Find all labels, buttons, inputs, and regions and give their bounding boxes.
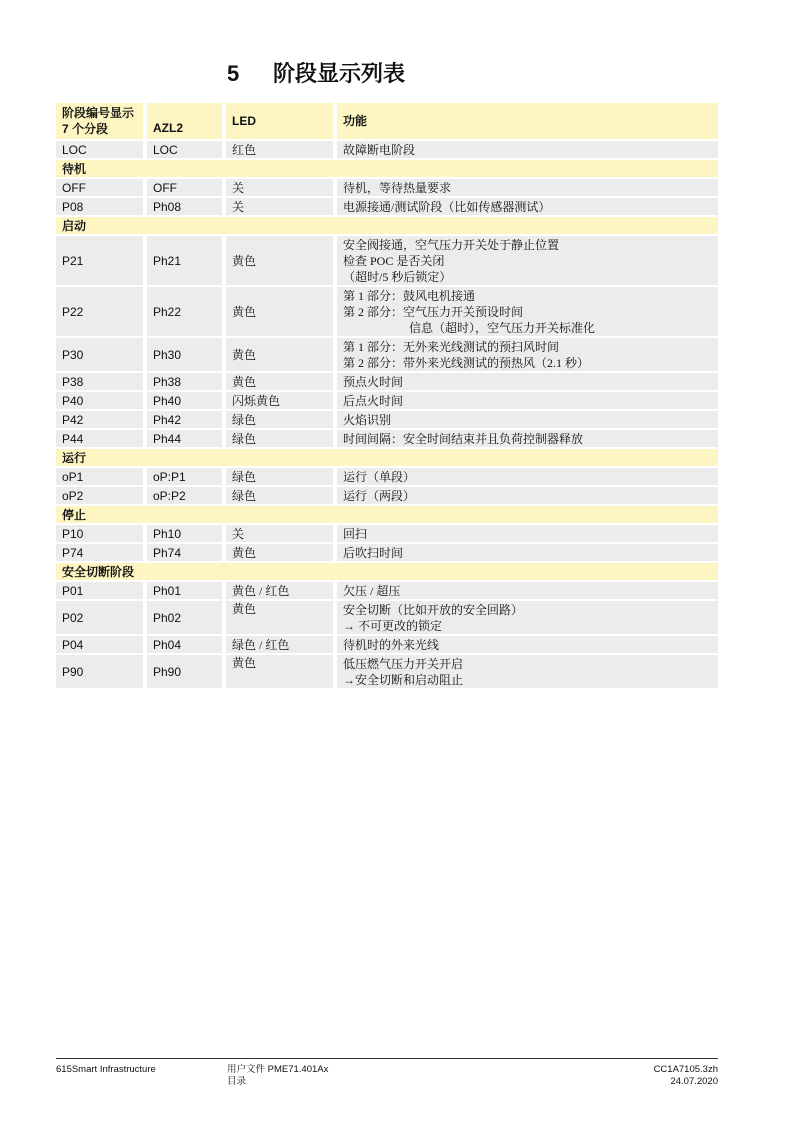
header-seg7-line2: 7 个分段	[62, 122, 109, 136]
phase-code-7seg: oP2	[56, 487, 143, 506]
phase-code-7seg: P74	[56, 544, 143, 563]
phase-code-azl2: Ph38	[143, 373, 222, 392]
phase-code-azl2: Ph10	[143, 525, 222, 544]
phase-code-azl2: Ph22	[143, 287, 222, 338]
section-label: 安全切断阶段	[56, 563, 718, 582]
header-seg7-line1: 阶段编号显示	[62, 106, 135, 120]
function-description	[333, 582, 718, 601]
header-azl2: AZL2	[143, 103, 222, 141]
table-row	[56, 430, 718, 449]
function-line: 检查 POC 是否关闭	[343, 253, 445, 268]
footer-toc: 目录	[227, 1076, 247, 1087]
function-line: 信息（超时），空气压力开关标准化	[409, 320, 596, 335]
led-state: 黄色	[222, 601, 333, 636]
phase-code-7seg: OFF	[56, 179, 143, 198]
page-title	[227, 57, 405, 88]
function-description	[333, 601, 718, 636]
phase-code-azl2: OFF	[143, 179, 222, 198]
phase-code-azl2: Ph74	[143, 544, 222, 563]
function-description	[333, 373, 718, 392]
function-description	[333, 141, 718, 160]
function-description	[333, 392, 718, 411]
function-description	[333, 338, 718, 373]
phase-code-7seg: P30	[56, 338, 143, 373]
function-description	[333, 236, 718, 287]
footer-document	[227, 1064, 328, 1088]
led-state: 黄色	[222, 373, 333, 392]
section-label: 运行	[56, 449, 718, 468]
phase-code-7seg: P42	[56, 411, 143, 430]
phase-code-7seg: P38	[56, 373, 143, 392]
led-state: 黄色	[222, 544, 333, 563]
led-state: 关	[222, 179, 333, 198]
table-row	[56, 198, 718, 217]
led-state: 关	[222, 525, 333, 544]
table-row	[56, 411, 718, 430]
footer-ref	[654, 1064, 718, 1088]
function-description	[333, 487, 718, 506]
table-row	[56, 468, 718, 487]
led-state: 绿色	[222, 487, 333, 506]
function-line: 运行（两段）	[343, 488, 416, 503]
table-row	[56, 236, 718, 287]
led-state: 绿色	[222, 411, 333, 430]
header-led: LED	[222, 103, 333, 141]
function-line: 第 2 部分：空气压力开关预设时间	[343, 304, 524, 319]
led-state: 黄色	[222, 236, 333, 287]
led-state: 黄色 / 红色	[222, 582, 333, 601]
section-row	[56, 217, 718, 236]
table-row	[56, 636, 718, 655]
led-state: 关	[222, 198, 333, 217]
phase-code-7seg: P21	[56, 236, 143, 287]
footer-company: 615Smart Infrastructure	[56, 1064, 156, 1075]
table-row	[56, 287, 718, 338]
phase-code-7seg: P40	[56, 392, 143, 411]
function-line: 运行（单段）	[343, 469, 416, 484]
function-line: 安全阀接通，空气压力开关处于静止位置	[343, 237, 560, 252]
table-row	[56, 655, 718, 690]
function-line: 第 1 部分：鼓风电机接通	[343, 288, 476, 303]
function-line: 火焰识别	[343, 412, 392, 427]
table-row	[56, 392, 718, 411]
table-row	[56, 338, 718, 373]
phase-code-azl2: Ph90	[143, 655, 222, 690]
function-description	[333, 525, 718, 544]
led-state: 闪烁黄色	[222, 392, 333, 411]
function-line: 待机，等待热量要求	[343, 180, 452, 195]
phase-code-azl2: Ph30	[143, 338, 222, 373]
header-function: 功能	[333, 103, 718, 141]
phase-code-7seg: P02	[56, 601, 143, 636]
section-row	[56, 160, 718, 179]
phase-code-azl2: Ph21	[143, 236, 222, 287]
function-description	[333, 179, 718, 198]
footer-date: 24.07.2020	[670, 1076, 718, 1087]
function-description	[333, 198, 718, 217]
table-row	[56, 544, 718, 563]
chapter-title: 阶段显示列表	[273, 61, 406, 86]
section-label: 启动	[56, 217, 718, 236]
phase-code-7seg: P22	[56, 287, 143, 338]
phase-code-7seg: P08	[56, 198, 143, 217]
phase-table-body	[56, 103, 718, 690]
led-state: 黄色	[222, 338, 333, 373]
phase-code-azl2: Ph42	[143, 411, 222, 430]
table-row	[56, 141, 718, 160]
led-state: 红色	[222, 141, 333, 160]
phase-code-azl2: Ph40	[143, 392, 222, 411]
phase-code-azl2: oP:P1	[143, 468, 222, 487]
section-label: 停止	[56, 506, 718, 525]
function-description	[333, 655, 718, 690]
led-state: 黄色	[222, 655, 333, 690]
phase-code-azl2: LOC	[143, 141, 222, 160]
function-line: 后点火时间	[343, 393, 404, 408]
section-row	[56, 449, 718, 468]
function-description	[333, 411, 718, 430]
led-state: 绿色	[222, 430, 333, 449]
phase-code-7seg: P44	[56, 430, 143, 449]
phase-code-7seg: P04	[56, 636, 143, 655]
table-header-row	[56, 103, 718, 141]
phase-display-table	[56, 103, 718, 690]
phase-code-azl2: Ph44	[143, 430, 222, 449]
function-line: 预点火时间	[343, 374, 404, 389]
function-line: 故障断电阶段	[343, 142, 416, 157]
function-line: 待机时的外来光线	[343, 637, 440, 652]
function-description	[333, 544, 718, 563]
function-line: 低压燃气压力开关开启	[343, 656, 464, 671]
function-line: 第 1 部分：无外来光线测试的预扫风时间	[343, 339, 560, 354]
phase-code-azl2: Ph08	[143, 198, 222, 217]
function-line: 电源接通/测试阶段（比如传感器测试）	[343, 199, 551, 214]
function-line: →安全切断和启动阻止	[343, 672, 464, 687]
function-line: 时间间隔：安全时间结束并且负荷控制器释放	[343, 431, 584, 446]
header-seg7	[56, 103, 143, 141]
function-line: 回扫	[343, 526, 368, 541]
function-description	[333, 636, 718, 655]
table-row	[56, 601, 718, 636]
function-line: （超时/5 秒后锁定）	[343, 269, 452, 284]
section-row	[56, 563, 718, 582]
function-line: 安全切断（比如开放的安全回路）	[343, 602, 524, 617]
led-state: 黄色	[222, 287, 333, 338]
function-description	[333, 430, 718, 449]
function-line: → 不可更改的锁定	[343, 618, 443, 633]
phase-code-7seg: P90	[56, 655, 143, 690]
page-footer	[56, 1058, 718, 1087]
table-row	[56, 582, 718, 601]
phase-code-azl2: Ph02	[143, 601, 222, 636]
table-row	[56, 487, 718, 506]
phase-code-7seg: oP1	[56, 468, 143, 487]
section-label: 待机	[56, 160, 718, 179]
phase-code-7seg: P10	[56, 525, 143, 544]
table-row	[56, 179, 718, 198]
phase-code-7seg: P01	[56, 582, 143, 601]
phase-code-azl2: oP:P2	[143, 487, 222, 506]
footer-doc-code: CC1A7105.3zh	[653, 1064, 718, 1075]
function-line: 欠压 / 超压	[343, 583, 401, 598]
phase-code-azl2: Ph01	[143, 582, 222, 601]
function-description	[333, 287, 718, 338]
phase-code-7seg: LOC	[56, 141, 143, 160]
led-state: 绿色 / 红色	[222, 636, 333, 655]
phase-code-azl2: Ph04	[143, 636, 222, 655]
chapter-number: 5	[227, 61, 240, 86]
function-line: 第 2 部分：带外来光线测试的预热风（2.1 秒）	[343, 355, 590, 370]
table-row	[56, 373, 718, 392]
section-row	[56, 506, 718, 525]
footer-document-title: 用户文件 PME71.401Ax	[227, 1064, 329, 1075]
function-line: 后吹扫时间	[343, 545, 404, 560]
table-row	[56, 525, 718, 544]
led-state: 绿色	[222, 468, 333, 487]
function-description	[333, 468, 718, 487]
